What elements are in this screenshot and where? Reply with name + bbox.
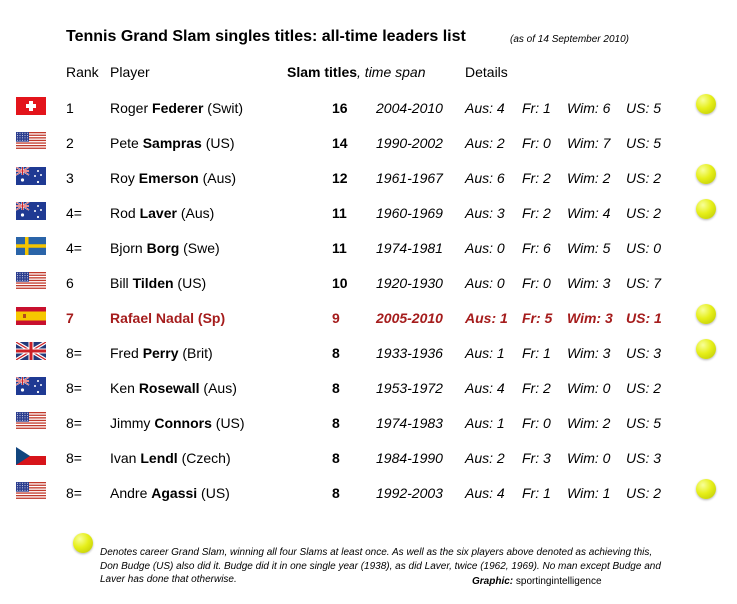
slam-titles: 8 <box>332 485 340 501</box>
player-country: (Swe) <box>179 240 220 256</box>
credit-label: Graphic: <box>472 576 514 587</box>
australian-open-titles: Aus: 4 <box>465 485 505 501</box>
rank: 8= <box>66 450 82 466</box>
tennis-ball-icon <box>696 304 716 324</box>
french-open-titles: Fr: 2 <box>522 380 551 396</box>
player-name <box>110 135 235 151</box>
wimbledon-titles: Wim: 3 <box>567 310 613 326</box>
slam-titles: 8 <box>332 415 340 431</box>
player-name <box>110 345 213 361</box>
rank: 4= <box>66 240 82 256</box>
slam-titles: 14 <box>332 135 348 151</box>
player-surname: Lendl <box>140 450 178 466</box>
player-surname: Borg <box>146 240 180 256</box>
player-country: (Aus) <box>176 205 215 221</box>
us-open-titles: US: 3 <box>626 345 662 361</box>
player-first-name: Roger <box>110 100 153 116</box>
tennis-ball-icon <box>696 94 716 114</box>
wimbledon-titles: Wim: 3 <box>567 275 611 291</box>
slam-titles: 11 <box>332 240 347 256</box>
player-name <box>110 380 237 396</box>
player-name <box>110 100 243 116</box>
australian-open-titles: Aus: 6 <box>465 170 505 186</box>
time-span: 1920-1930 <box>376 275 443 291</box>
flag-australia-icon <box>16 167 46 185</box>
player-country: (Aus) <box>199 380 237 396</box>
time-span: 1992-2003 <box>376 485 443 501</box>
slam-titles: 16 <box>332 100 348 116</box>
flag-uk-icon <box>16 342 46 360</box>
player-first-name: Jimmy <box>110 415 155 431</box>
us-open-titles: US: 3 <box>626 450 662 466</box>
player-name <box>110 205 214 221</box>
us-open-titles: US: 2 <box>626 205 662 221</box>
us-open-titles: US: 5 <box>626 100 662 116</box>
wimbledon-titles: Wim: 2 <box>567 415 611 431</box>
french-open-titles: Fr: 1 <box>522 345 551 361</box>
header-rank: Rank <box>66 64 99 80</box>
time-span: 1974-1983 <box>376 415 443 431</box>
us-open-titles: US: 5 <box>626 415 662 431</box>
french-open-titles: Fr: 0 <box>522 275 551 291</box>
tennis-ball-icon <box>696 339 716 359</box>
table-row <box>0 128 737 158</box>
tennis-ball-icon <box>696 199 716 219</box>
player-country: (Czech) <box>177 450 231 466</box>
french-open-titles: Fr: 1 <box>522 100 551 116</box>
wimbledon-titles: Wim: 5 <box>567 240 611 256</box>
wimbledon-titles: Wim: 0 <box>567 380 611 396</box>
player-country: (US) <box>201 135 235 151</box>
slam-titles: 8 <box>332 345 340 361</box>
time-span: 2004-2010 <box>376 100 443 116</box>
wimbledon-titles: Wim: 3 <box>567 345 611 361</box>
player-surname: Federer <box>152 100 204 116</box>
french-open-titles: Fr: 2 <box>522 170 551 186</box>
player-name <box>110 170 236 186</box>
french-open-titles: Fr: 0 <box>522 135 551 151</box>
player-country: (US) <box>173 275 207 291</box>
table-row <box>0 233 737 263</box>
chart-title: Tennis Grand Slam singles titles: all-time leaders list <box>66 28 466 45</box>
table-row <box>0 478 737 508</box>
australian-open-titles: Aus: 2 <box>465 135 505 151</box>
header-titles-label: Slam titles <box>287 64 358 80</box>
player-surname: Nadal <box>155 310 195 326</box>
player-first-name: Rafael <box>110 310 156 326</box>
player-country: (Sp) <box>194 310 226 326</box>
table-row <box>0 303 737 333</box>
wimbledon-titles: Wim: 4 <box>567 205 611 221</box>
slam-titles: 12 <box>332 170 348 186</box>
tennis-ball-icon <box>73 533 93 553</box>
time-span: 1961-1967 <box>376 170 443 186</box>
player-surname: Perry <box>142 345 179 361</box>
player-first-name: Bill <box>110 275 133 291</box>
rank: 1 <box>66 100 74 116</box>
french-open-titles: Fr: 3 <box>522 450 551 466</box>
rank: 8= <box>66 415 82 431</box>
table-row <box>0 338 737 368</box>
player-surname: Tilden <box>132 275 174 291</box>
header-player: Player <box>110 64 150 80</box>
table-row <box>0 443 737 473</box>
wimbledon-titles: Wim: 7 <box>567 135 611 151</box>
us-open-titles: US: 1 <box>626 310 662 326</box>
flag-spain-icon <box>16 307 46 325</box>
player-surname: Agassi <box>151 485 198 501</box>
player-name <box>110 450 231 466</box>
table-row <box>0 373 737 403</box>
us-open-titles: US: 5 <box>626 135 662 151</box>
player-name <box>110 310 225 326</box>
rank: 6 <box>66 275 74 291</box>
player-country: (Aus) <box>198 170 237 186</box>
header-time-span-label: , time span <box>357 64 426 80</box>
wimbledon-titles: Wim: 0 <box>567 450 611 466</box>
french-open-titles: Fr: 2 <box>522 205 551 221</box>
australian-open-titles: Aus: 0 <box>465 240 505 256</box>
table-row <box>0 198 737 228</box>
rank: 7 <box>66 310 74 326</box>
rank: 8= <box>66 485 82 501</box>
player-surname: Emerson <box>138 170 199 186</box>
time-span: 1990-2002 <box>376 135 443 151</box>
slam-titles: 9 <box>332 310 340 326</box>
header-details: Details <box>465 64 508 80</box>
us-open-titles: US: 2 <box>626 170 662 186</box>
time-span: 2005-2010 <box>376 310 443 326</box>
player-country: (US) <box>211 415 245 431</box>
rank: 8= <box>66 380 82 396</box>
time-span: 1974-1981 <box>376 240 443 256</box>
header-titles <box>287 64 426 80</box>
player-surname: Connors <box>154 415 212 431</box>
as-of-date: (as of 14 September 2010) <box>510 34 629 45</box>
flag-usa-icon <box>16 412 46 430</box>
slam-titles: 11 <box>332 205 347 221</box>
table-row <box>0 268 737 298</box>
tennis-ball-icon <box>696 479 716 499</box>
flag-sweden-icon <box>16 237 46 255</box>
credit-value: sportingintelligence <box>513 576 602 587</box>
player-first-name: Roy <box>110 170 139 186</box>
us-open-titles: US: 2 <box>626 380 662 396</box>
australian-open-titles: Aus: 1 <box>465 345 505 361</box>
time-span: 1960-1969 <box>376 205 443 221</box>
australian-open-titles: Aus: 3 <box>465 205 505 221</box>
player-surname: Laver <box>139 205 177 221</box>
player-first-name: Fred <box>110 345 143 361</box>
rank: 3 <box>66 170 74 186</box>
player-first-name: Bjorn <box>110 240 147 256</box>
rank: 2 <box>66 135 74 151</box>
rank: 4= <box>66 205 82 221</box>
player-first-name: Ken <box>110 380 139 396</box>
player-surname: Sampras <box>142 135 202 151</box>
australian-open-titles: Aus: 2 <box>465 450 505 466</box>
player-first-name: Andre <box>110 485 152 501</box>
time-span: 1984-1990 <box>376 450 443 466</box>
us-open-titles: US: 0 <box>626 240 662 256</box>
french-open-titles: Fr: 0 <box>522 415 551 431</box>
tennis-ball-icon <box>696 164 716 184</box>
french-open-titles: Fr: 5 <box>522 310 553 326</box>
player-first-name: Ivan <box>110 450 141 466</box>
player-country: (US) <box>197 485 230 501</box>
player-country: (Brit) <box>178 345 213 361</box>
wimbledon-titles: Wim: 2 <box>567 170 611 186</box>
flag-czech-icon <box>16 447 46 465</box>
french-open-titles: Fr: 6 <box>522 240 551 256</box>
table-row <box>0 408 737 438</box>
flag-usa-icon <box>16 482 46 500</box>
player-name <box>110 275 206 291</box>
time-span: 1953-1972 <box>376 380 443 396</box>
wimbledon-titles: Wim: 6 <box>567 100 611 116</box>
slam-titles: 8 <box>332 380 340 396</box>
player-country: (Swit) <box>203 100 244 116</box>
slam-titles: 8 <box>332 450 340 466</box>
wimbledon-titles: Wim: 1 <box>567 485 611 501</box>
table-row <box>0 93 737 123</box>
player-name <box>110 415 245 431</box>
time-span: 1933-1936 <box>376 345 443 361</box>
flag-australia-icon <box>16 377 46 395</box>
us-open-titles: US: 7 <box>626 275 662 291</box>
french-open-titles: Fr: 1 <box>522 485 551 501</box>
australian-open-titles: Aus: 4 <box>465 100 505 116</box>
rank: 8= <box>66 345 82 361</box>
credit <box>472 576 602 587</box>
flag-switzerland-icon <box>16 97 46 115</box>
table-row <box>0 163 737 193</box>
player-first-name: Rod <box>110 205 140 221</box>
us-open-titles: US: 2 <box>626 485 662 501</box>
australian-open-titles: Aus: 1 <box>465 415 505 431</box>
flag-australia-icon <box>16 202 46 220</box>
flag-usa-icon <box>16 272 46 290</box>
player-name <box>110 240 220 256</box>
footnote: Denotes career Grand Slam, winning all four Slams at least once. As well as the six players above denoted as achieving this, Don Budge (US) also did it. Budge did it in one single year (1938), as did Laver, twice (1962, 1969). No man except Budge and Laver has done that otherwise. <box>100 547 661 585</box>
player-first-name: Pete <box>110 135 143 151</box>
flag-usa-icon <box>16 132 46 150</box>
australian-open-titles: Aus: 4 <box>465 380 505 396</box>
australian-open-titles: Aus: 0 <box>465 275 505 291</box>
australian-open-titles: Aus: 1 <box>465 310 508 326</box>
slam-titles: 10 <box>332 275 348 291</box>
player-name <box>110 485 230 501</box>
player-surname: Rosewall <box>138 380 200 396</box>
